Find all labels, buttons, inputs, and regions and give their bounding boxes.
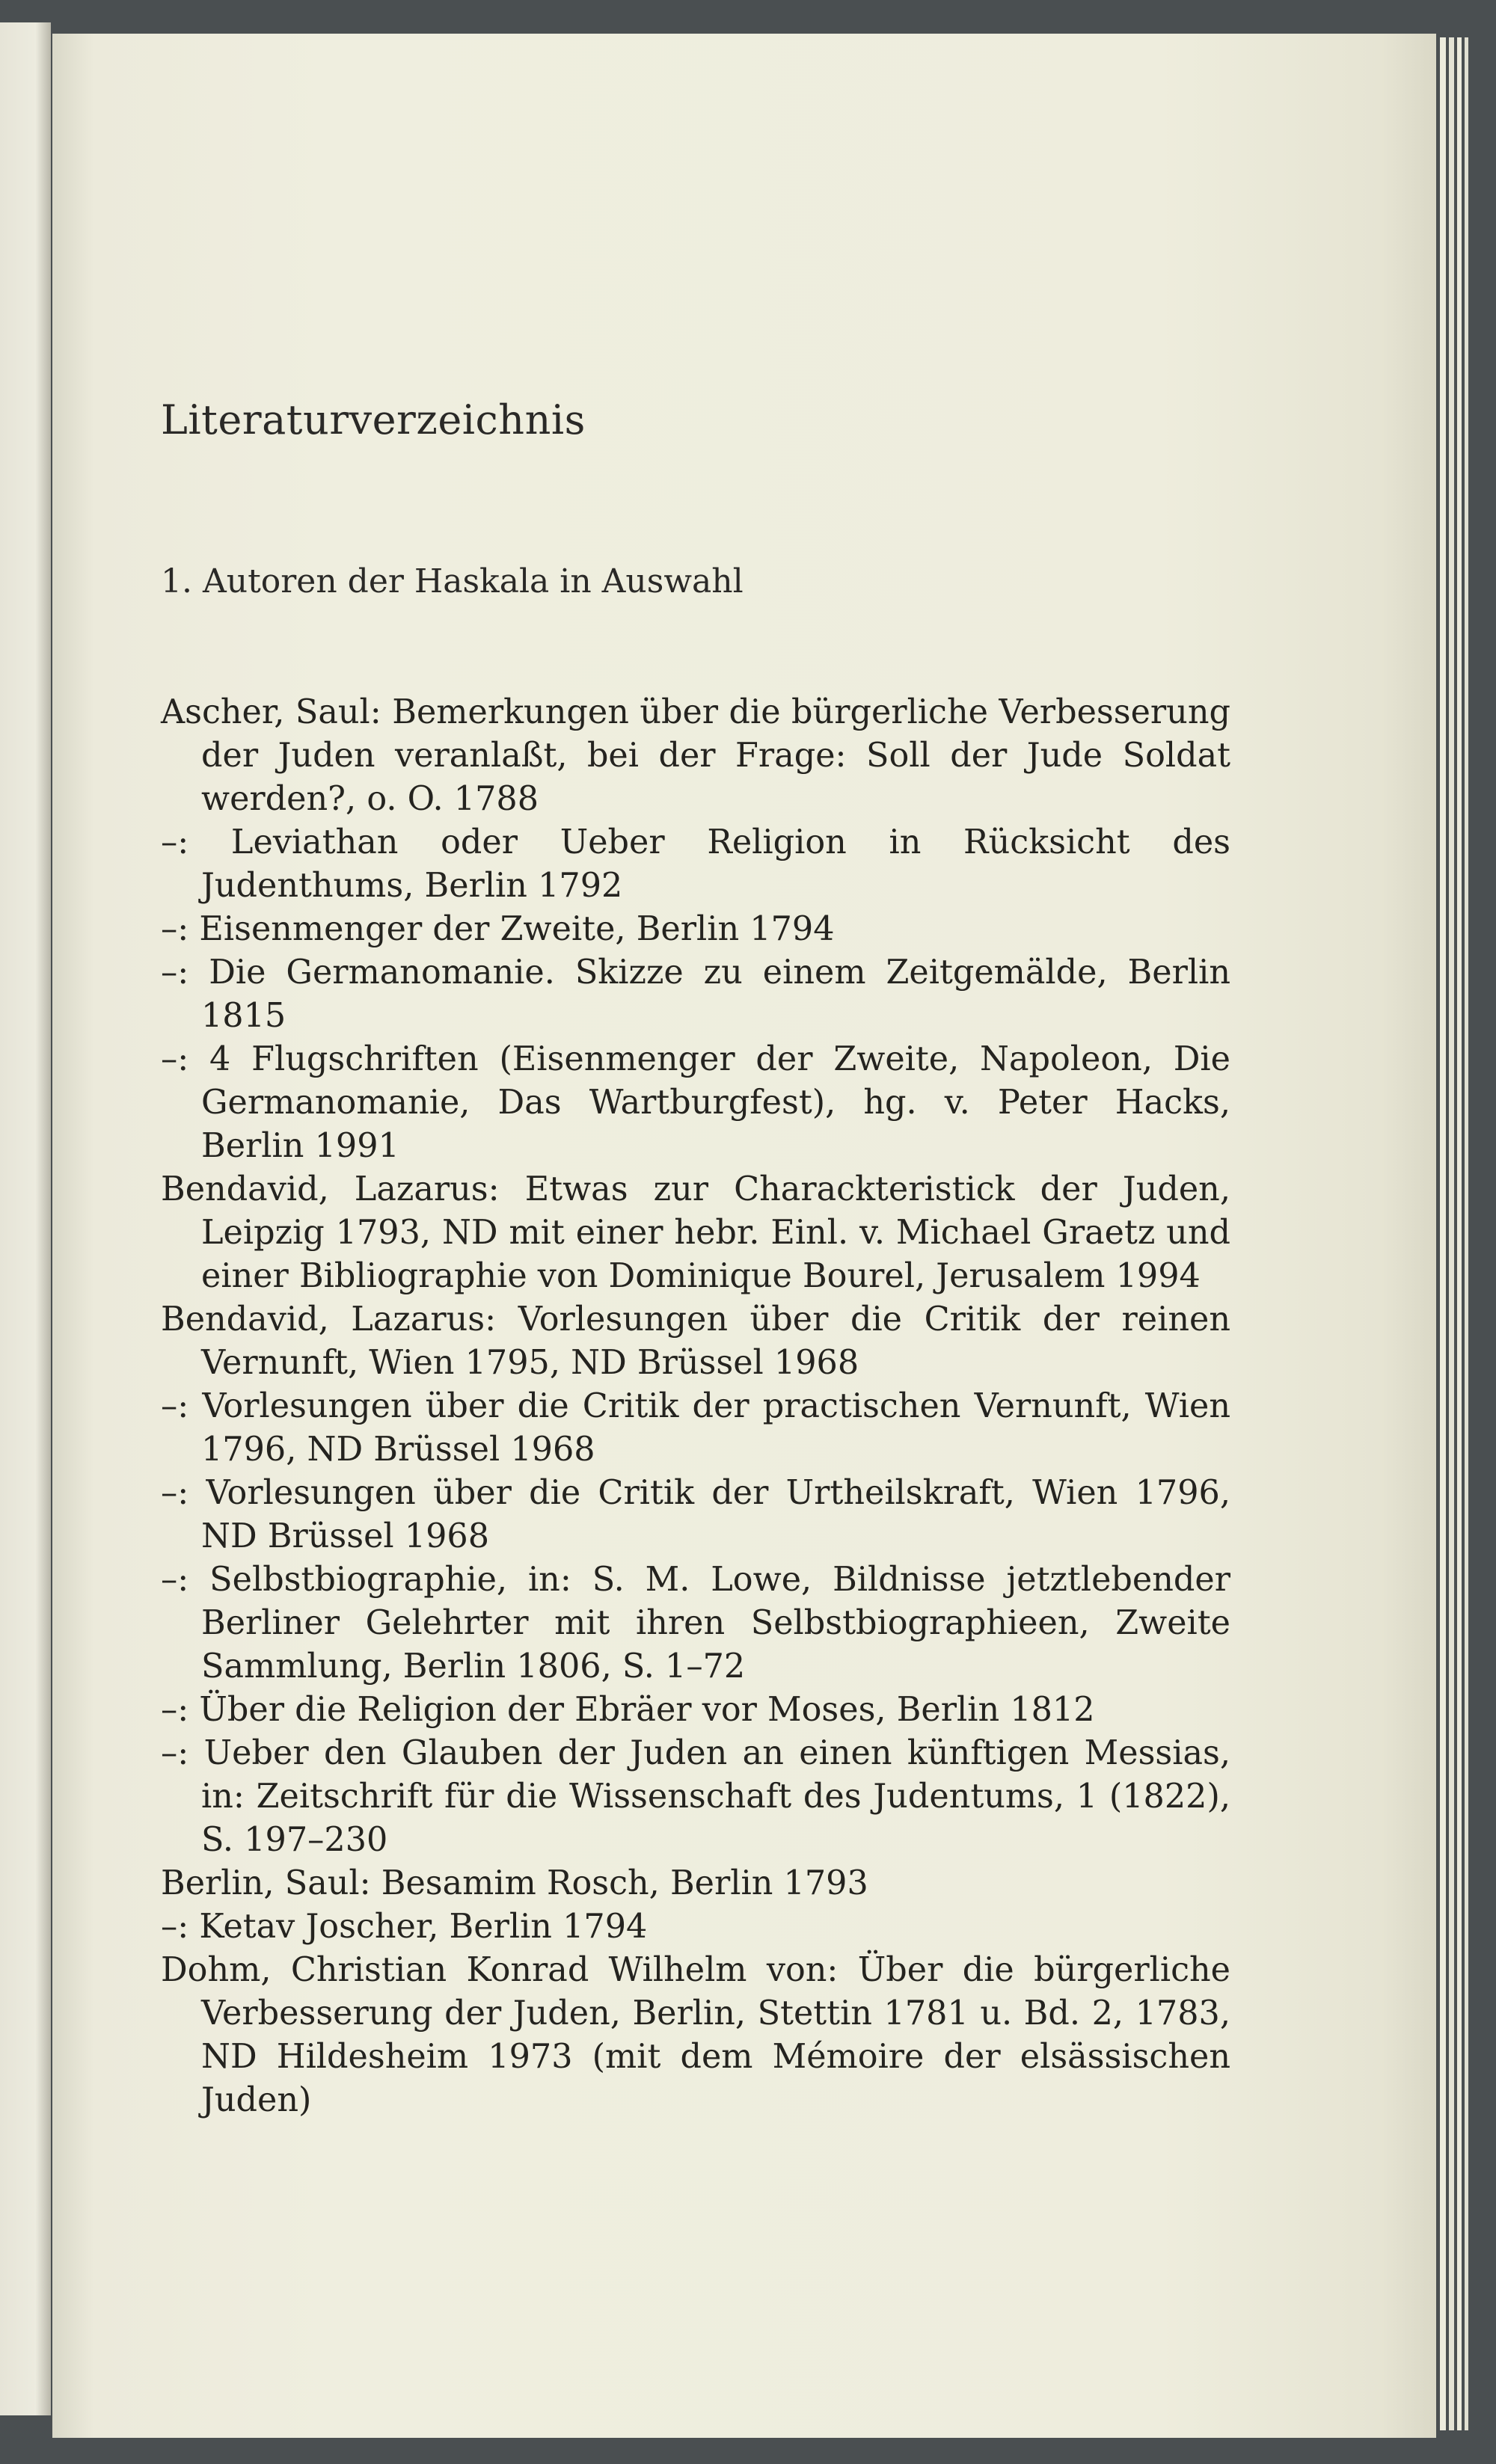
page-edge [1440, 37, 1446, 2430]
bibliography-entry: –: Eisenmenger der Zweite, Berlin 1794 [161, 910, 835, 948]
bibliography-entry: –: Selbstbiographie, in: S. M. Lowe, Bildnisse jetztlebender Berliner Gelehrter mit ihren Selbstbiographieen, Zweite Sammlung, Berlin 1806, S. 1–72 [161, 1561, 1230, 1686]
bibliography-entry: –: Ketav Joscher, Berlin 1794 [161, 1908, 648, 1946]
bibliography-entry: –: 4 Flugschriften (Eisenmenger der Zweite, Napoleon, Die Germanomanie, Das Wartburgfest), hg. v. Peter Hacks, Berlin 1991 [161, 1040, 1230, 1165]
section-heading: 1. Autoren der Haskala in Auswahl [161, 562, 744, 600]
bibliography-entry: Ascher, Saul: Bemerkungen über die bürgerliche Verbesserung der Juden veranlaßt, bei der Frage: Soll der Jude Soldat werden?, o. O. 1788 [161, 693, 1230, 818]
page-edge [1457, 37, 1462, 2430]
page-edge [1465, 37, 1468, 2430]
bibliography-entry: –: Vorlesungen über die Critik der practischen Vernunft, Wien 1796, ND Brüssel 1968 [161, 1387, 1230, 1469]
bibliography-entry: –: Ueber den Glauben der Juden an einen künftigen Messias, in: Zeitschrift für die Wissenschaft des Judentums, 1 (1822), S. 197–230 [161, 1734, 1230, 1859]
bibliography-entry: –: Über die Religion der Ebräer vor Moses, Berlin 1812 [161, 1691, 1095, 1729]
previous-page-edge [0, 22, 51, 2415]
bibliography-entry: Bendavid, Lazarus: Etwas zur Charackteristick der Juden, Leipzig 1793, ND mit einer hebr. Einl. v. Michael Graetz und einer Bibliographie von Dominique Bourel, Jerusalem 1994 [161, 1170, 1230, 1295]
bibliography-entry: Bendavid, Lazarus: Vorlesungen über die Critik der reinen Vernunft, Wien 1795, ND Brüssel 1968 [161, 1300, 1230, 1382]
bibliography-entry: Dohm, Christian Konrad Wilhelm von: Über die bürgerliche Verbesserung der Juden, Berlin, Stettin 1781 u. Bd. 2, 1783, ND Hildesheim 1973 (mit dem Mémoire der elsässischen Juden) [161, 1951, 1230, 2119]
bibliography-entry: –: Die Germanomanie. Skizze zu einem Zeitgemälde, Berlin 1815 [161, 953, 1230, 1035]
bibliography-list [161, 691, 1230, 2122]
page-title: Literaturverzeichnis [161, 396, 586, 443]
bibliography-entry: Berlin, Saul: Besamim Rosch, Berlin 1793 [161, 1864, 868, 1902]
bibliography-entry: –: Vorlesungen über die Critik der Urtheilskraft, Wien 1796, ND Brüssel 1968 [161, 1474, 1230, 1555]
bibliography-entry: –: Leviathan oder Ueber Religion in Rücksicht des Judenthums, Berlin 1792 [161, 823, 1230, 905]
page-edge [1449, 37, 1454, 2430]
